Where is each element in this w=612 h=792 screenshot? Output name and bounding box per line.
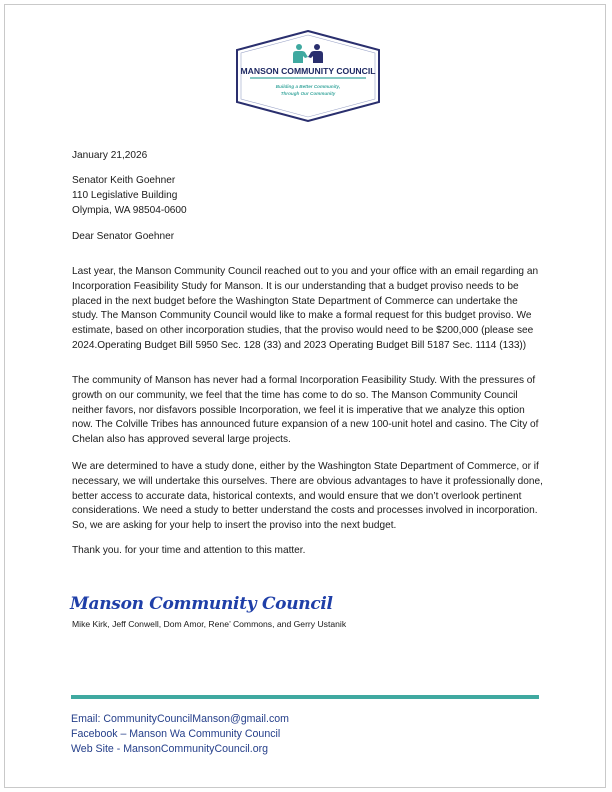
footer-website[interactable]: Web Site - MansonCommunityCouncil.org — [71, 743, 269, 755]
body-paragraph-2: The community of Manson has never had a formal Incorporation Feasibility Study. With the pressures of growth on our community, we feel that the time has come to do so. The Manson Community Council neither favors, nor disfavors possible Incorporation, we feel it is imperative that we analyze this option now. The Colville Tribes has announced future expansion of a new 100-unit hotel and casino. The City of Chelan also has approved several large projects. — [72, 375, 539, 446]
logo-tagline-2: Through Our Community — [280, 91, 336, 96]
council-logo — [236, 30, 380, 122]
footer-contact — [71, 712, 289, 757]
recipient-address-line-1: 110 Legislative Building — [72, 189, 178, 201]
council-members: Mike Kirk, Jeff Conwell, Dom Amor, Rene’ Commons, and Gerry Ustanik — [72, 619, 347, 629]
recipient-address-line-2: Olympia, WA 98504-0600 — [72, 204, 187, 216]
body-paragraph-1: Last year, the Manson Community Council reached out to you and your office with an email regarding an Incorporation Feasibility Study for Manson. It is our understanding that a budget proviso needs to be placed in the next budget before the Washington State Department of Commerce can undertake the study. The Manson Community Council would like to make a formal request for this budget proviso. We estimate, based on other incorporation studies, that the proviso would need to be $200,000 (please see 2024.Operating Budget Bill 5950 Sec. 128 (33) and 2023 Operating Budget Bill 5187 Sec. 1114 (133)) — [72, 266, 539, 352]
closing-line: Thank you. for your time and attention to this matter. — [72, 545, 306, 556]
letter-date: January 21,2026 — [72, 150, 148, 161]
footer-divider — [71, 695, 539, 699]
recipient-block — [72, 174, 187, 218]
greeting: Dear Senator Goehner — [72, 231, 175, 242]
signature: Manson Community Council — [70, 594, 333, 614]
recipient-name: Senator Keith Goehner — [72, 175, 176, 186]
body-paragraph-3: We are determined to have a study done, either by the Washington State Department of Commerce, or if necessary, we will undertake this ourselves. There are obvious advantages to have it professionally done, better access to accurate data, historical contexts, and would ensure that we don’t overlook pertinent considerations. We need a study to better understand the costs and processes involved in incorporation. So, we are asking for your help to insert the proviso into the next budget. — [72, 461, 543, 532]
footer-facebook[interactable]: Facebook – Manson Wa Community Council — [71, 728, 281, 740]
footer-email[interactable]: Email: CommunityCouncilManson@gmail.com — [71, 713, 289, 725]
logo-org-name: MANSON COMMUNITY COUNCIL — [240, 66, 376, 76]
logo-tagline-1: Building a Better Community, — [275, 84, 341, 89]
